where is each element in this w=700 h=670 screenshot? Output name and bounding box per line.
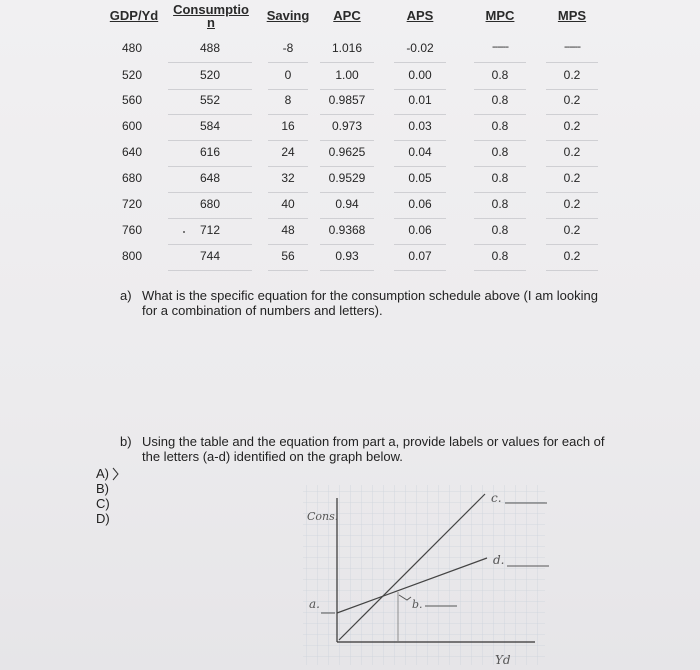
- table-cell: 680: [199, 197, 221, 211]
- row-rule: [320, 114, 374, 115]
- table-cell: 0.2: [563, 119, 581, 133]
- table-cell: 720: [121, 197, 143, 211]
- label-b: b.: [412, 598, 423, 611]
- table-cell: 0: [284, 68, 292, 82]
- table-cell: 712: [199, 223, 221, 237]
- row-rule: [394, 192, 446, 193]
- table-cell: 0.9368: [328, 223, 366, 237]
- table-cell: 0.9625: [328, 145, 366, 159]
- row-rule: [320, 218, 374, 219]
- table-cell: 0.2: [563, 145, 581, 159]
- table-cell: 616: [199, 145, 221, 159]
- row-rule: [320, 140, 374, 141]
- row-rule: [168, 89, 252, 90]
- row-rule: [168, 166, 252, 167]
- table-cell: 0.8: [491, 119, 509, 133]
- table-cell: 32: [281, 171, 295, 185]
- y-axis-label: Cons.: [307, 510, 339, 523]
- row-rule: [474, 218, 526, 219]
- row-rule: [394, 218, 446, 219]
- row-rule: [394, 89, 446, 90]
- table-cell: 0.2: [563, 223, 581, 237]
- table-cell: 0.07: [408, 249, 432, 263]
- row-rule: [268, 140, 308, 141]
- graph-paper: [303, 485, 545, 665]
- table-cell: 0.8: [491, 68, 509, 82]
- table-cell: 0.01: [408, 93, 432, 107]
- table-cell: 56: [281, 249, 295, 263]
- row-rule: [474, 166, 526, 167]
- row-rule: [474, 114, 526, 115]
- row-rule: [268, 218, 308, 219]
- answer-label-d: D): [96, 511, 110, 526]
- row-rule: [168, 140, 252, 141]
- row-rule: [394, 114, 446, 115]
- table-cell: 480: [121, 41, 143, 55]
- row-rule: [168, 244, 252, 245]
- header-saving: Saving: [266, 8, 310, 23]
- table-cell: 0.94: [335, 197, 359, 211]
- row-rule: [268, 166, 308, 167]
- table-cell: 0.9529: [328, 171, 366, 185]
- table-cell: 744: [199, 249, 221, 263]
- header-mps: MPS: [557, 8, 587, 23]
- table-cell: 0.8: [491, 171, 509, 185]
- row-rule: [320, 244, 374, 245]
- question-b-number: b): [120, 434, 132, 449]
- header-consumption: [170, 3, 252, 29]
- label-c: c.: [491, 491, 502, 505]
- table-cell: 0.2: [563, 197, 581, 211]
- row-rule: [168, 270, 252, 271]
- table-cell: 584: [199, 119, 221, 133]
- row-rule: [268, 62, 308, 63]
- consumption-graph: [295, 480, 550, 670]
- row-rule: [268, 192, 308, 193]
- row-rule: [474, 140, 526, 141]
- row-rule: [268, 244, 308, 245]
- header-apc: APC: [333, 8, 361, 23]
- table-cell: 488: [199, 41, 221, 55]
- table-cell: 0.2: [563, 93, 581, 107]
- row-rule: [546, 166, 598, 167]
- table-cell: -8: [282, 41, 294, 55]
- row-rule: [474, 270, 526, 271]
- question-a-number: a): [120, 288, 132, 303]
- table-cell: 0.06: [408, 197, 432, 211]
- table-cell: 1.00: [335, 68, 359, 82]
- question-b-text: Using the table and the equation from part a, provide labels or values for each of the letters (a-d) identified on the graph below.: [142, 434, 605, 464]
- table-cell: 560: [121, 93, 143, 107]
- row-rule: [168, 114, 252, 115]
- answer-label-b: B): [96, 481, 109, 496]
- table-cell: 0.04: [408, 145, 432, 159]
- table-cell: 520: [199, 68, 221, 82]
- table-cell: 0.973: [331, 119, 363, 133]
- row-rule: [394, 140, 446, 141]
- cursor-mark: [111, 466, 121, 482]
- table-cell: 640: [121, 145, 143, 159]
- row-rule: [268, 114, 308, 115]
- stray-dot: [183, 231, 185, 233]
- row-rule: [546, 114, 598, 115]
- table-cell: 800: [121, 249, 143, 263]
- table-cell: 48: [281, 223, 295, 237]
- table-cell: 0.8: [491, 223, 509, 237]
- row-rule: [546, 244, 598, 245]
- x-axis-label: Yd: [495, 653, 511, 667]
- question-a: [120, 288, 620, 322]
- answer-label-c: C): [96, 496, 110, 511]
- header-mpc: MPC: [485, 8, 515, 23]
- row-rule: [320, 89, 374, 90]
- row-rule: [546, 270, 598, 271]
- table-cell: 0.05: [408, 171, 432, 185]
- table-cell: -0.02: [406, 41, 434, 55]
- table-cell: ------: [564, 41, 580, 53]
- header-gdp: GDP/Yd: [109, 8, 159, 23]
- table-cell: 0.9857: [328, 93, 366, 107]
- table-cell: 0.03: [408, 119, 432, 133]
- row-rule: [168, 218, 252, 219]
- row-rule: [394, 166, 446, 167]
- answer-label-a: A): [96, 466, 109, 481]
- row-rule: [168, 62, 252, 63]
- label-d: d.: [493, 553, 505, 567]
- table-cell: 600: [121, 119, 143, 133]
- table-cell: ------: [492, 41, 508, 53]
- table-cell: 520: [121, 68, 143, 82]
- row-rule: [320, 62, 374, 63]
- table-cell: 16: [281, 119, 295, 133]
- row-rule: [474, 244, 526, 245]
- row-rule: [474, 192, 526, 193]
- table-cell: 0.06: [408, 223, 432, 237]
- table-cell: 0.8: [491, 93, 509, 107]
- row-rule: [394, 244, 446, 245]
- table-cell: 40: [281, 197, 295, 211]
- question-b: [120, 434, 620, 468]
- table-cell: 0.8: [491, 249, 509, 263]
- header-consumption-line1: Consumptio: [173, 2, 249, 17]
- row-rule: [546, 62, 598, 63]
- table-cell: 680: [121, 171, 143, 185]
- row-rule: [320, 270, 374, 271]
- table-cell: 552: [199, 93, 221, 107]
- row-rule: [320, 192, 374, 193]
- table-cell: 0.8: [491, 145, 509, 159]
- table-cell: 0.2: [563, 171, 581, 185]
- row-rule: [320, 166, 374, 167]
- answer-labels: [96, 466, 110, 526]
- row-rule: [394, 270, 446, 271]
- row-rule: [546, 192, 598, 193]
- table-cell: 24: [281, 145, 295, 159]
- table-cell: 8: [284, 93, 292, 107]
- header-consumption-line2: n: [207, 15, 215, 30]
- table-cell: 0.93: [335, 249, 359, 263]
- row-rule: [546, 218, 598, 219]
- row-rule: [168, 192, 252, 193]
- row-rule: [474, 62, 526, 63]
- row-rule: [268, 89, 308, 90]
- table-cell: 760: [121, 223, 143, 237]
- table-cell: 0.8: [491, 197, 509, 211]
- table-cell: 0.00: [408, 68, 432, 82]
- table-cell: 1.016: [331, 41, 363, 55]
- table-cell: 648: [199, 171, 221, 185]
- row-rule: [268, 270, 308, 271]
- row-rule: [546, 89, 598, 90]
- table-cell: 0.2: [563, 68, 581, 82]
- label-a: a.: [309, 597, 320, 611]
- question-a-text: What is the specific equation for the consumption schedule above (I am looking for a combination of numbers and letters).: [142, 288, 598, 318]
- row-rule: [474, 89, 526, 90]
- header-aps: APS: [406, 8, 434, 23]
- table-cell: 0.2: [563, 249, 581, 263]
- row-rule: [394, 62, 446, 63]
- row-rule: [546, 140, 598, 141]
